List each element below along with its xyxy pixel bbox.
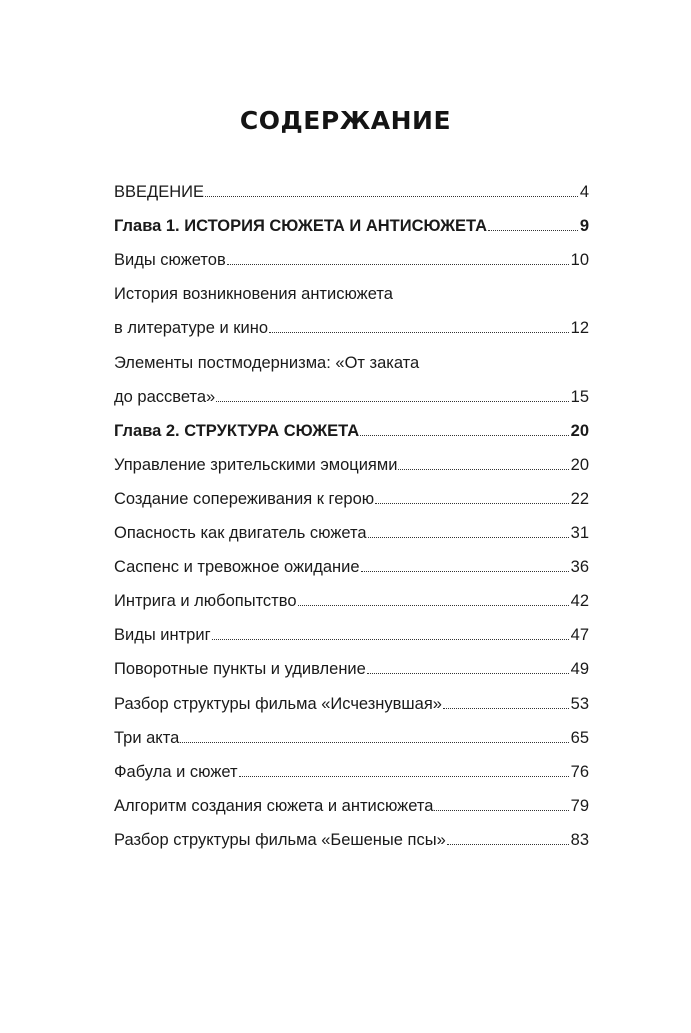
toc-entry-title: Создание сопереживания к герою xyxy=(114,489,375,508)
dot-leader xyxy=(360,435,569,436)
toc-entry-title: История возникновения антисюжета xyxy=(114,285,393,304)
toc-entry-title: Саспенс и тревожное ожидание xyxy=(114,558,360,577)
toc-entry-line xyxy=(114,585,589,611)
toc-entry-line xyxy=(114,176,589,202)
dot-leader xyxy=(216,401,568,402)
toc-page-number: 65 xyxy=(570,728,589,747)
dot-leader xyxy=(227,264,569,265)
dot-leader xyxy=(367,673,569,674)
toc-entry-title: Интрига и любопытство xyxy=(114,592,297,611)
toc-page-number: 4 xyxy=(579,183,589,201)
toc-page-number: 47 xyxy=(570,626,589,645)
toc-entry-line xyxy=(114,381,589,407)
toc-chapter-line xyxy=(114,210,589,236)
toc-entry-title: в литературе и кино xyxy=(114,319,269,338)
toc-entry-line xyxy=(114,449,589,475)
dot-leader xyxy=(239,776,569,777)
toc-page-number: 36 xyxy=(570,558,589,577)
toc-entry-title: Разбор структуры фильма «Исчезнувшая» xyxy=(114,694,442,713)
toc-page-number: 53 xyxy=(570,694,589,713)
toc-entry-title: Три акта xyxy=(114,728,180,747)
toc-entry-line xyxy=(114,790,589,816)
toc-entry-title: Опасность как двигатель сюжета xyxy=(114,524,367,542)
dot-leader xyxy=(205,196,578,197)
toc-page-number: 76 xyxy=(570,762,589,781)
dot-leader xyxy=(298,605,569,606)
dot-leader xyxy=(361,571,569,572)
toc-entry-line xyxy=(114,551,589,577)
toc-page-number: 49 xyxy=(570,660,589,679)
toc-entry-title: ВВЕДЕНИЕ xyxy=(114,183,204,201)
dot-leader xyxy=(398,469,568,470)
toc-entry-line xyxy=(114,244,589,270)
toc-chapter-line xyxy=(114,415,589,441)
toc-entry-line xyxy=(114,653,589,679)
toc-entry-title: Управление зрительскими эмоциями xyxy=(114,455,398,474)
toc-page-number: 83 xyxy=(570,830,589,849)
toc-page-number: 10 xyxy=(570,251,589,270)
toc-entry-title: до рассвета» xyxy=(114,387,216,406)
toc-entry-line xyxy=(114,278,589,304)
dot-leader xyxy=(447,844,569,845)
toc-entry-line xyxy=(114,722,589,748)
toc-page-number: 79 xyxy=(570,796,589,815)
dot-leader xyxy=(488,230,578,231)
dot-leader xyxy=(180,742,568,743)
toc-entry-title: Глава 1. ИСТОРИЯ СЮЖЕТА И АНТИСЮЖЕТА xyxy=(114,217,487,236)
toc-entry-line xyxy=(114,756,589,782)
toc-entry-line xyxy=(114,517,589,543)
toc-entry-title: Разбор структуры фильма «Бешеные псы» xyxy=(114,830,446,849)
toc-entry-title: Виды интриг xyxy=(114,626,211,645)
toc-page-number: 12 xyxy=(570,319,589,338)
toc-page-number: 22 xyxy=(570,489,589,508)
toc-entry-line xyxy=(114,483,589,509)
dot-leader xyxy=(212,639,569,640)
toc-entry-title: Фабула и сюжет xyxy=(114,762,238,781)
toc-page-number: 31 xyxy=(570,524,589,542)
toc-entry-title: Глава 2. СТРУКТУРА СЮЖЕТА xyxy=(114,421,360,440)
toc-entry-line xyxy=(114,824,589,850)
toc-entry-title: Алгоритм создания сюжета и антисюжета xyxy=(114,796,434,815)
toc-page-number: 20 xyxy=(570,421,589,440)
toc-entry-line xyxy=(114,619,589,645)
toc-page-number: 42 xyxy=(570,592,589,611)
toc-entry-line xyxy=(114,347,589,373)
toc-page-number: 20 xyxy=(570,455,589,474)
dot-leader xyxy=(375,503,569,504)
dot-leader xyxy=(434,810,568,811)
dot-leader xyxy=(269,332,569,333)
toc-entry-title: Виды сюжетов xyxy=(114,251,226,270)
toc-page-number: 9 xyxy=(579,217,589,236)
page-title: СОДЕРЖАНИЕ xyxy=(239,106,452,135)
toc-entry-title: Элементы постмодернизма: «От заката xyxy=(114,353,420,372)
dot-leader xyxy=(368,537,569,538)
toc-entry-line xyxy=(114,312,589,338)
toc-page-number: 15 xyxy=(570,387,589,406)
toc-entry-line xyxy=(114,688,589,714)
dot-leader xyxy=(443,708,569,709)
toc-entry-title: Поворотные пункты и удивление xyxy=(114,660,366,679)
